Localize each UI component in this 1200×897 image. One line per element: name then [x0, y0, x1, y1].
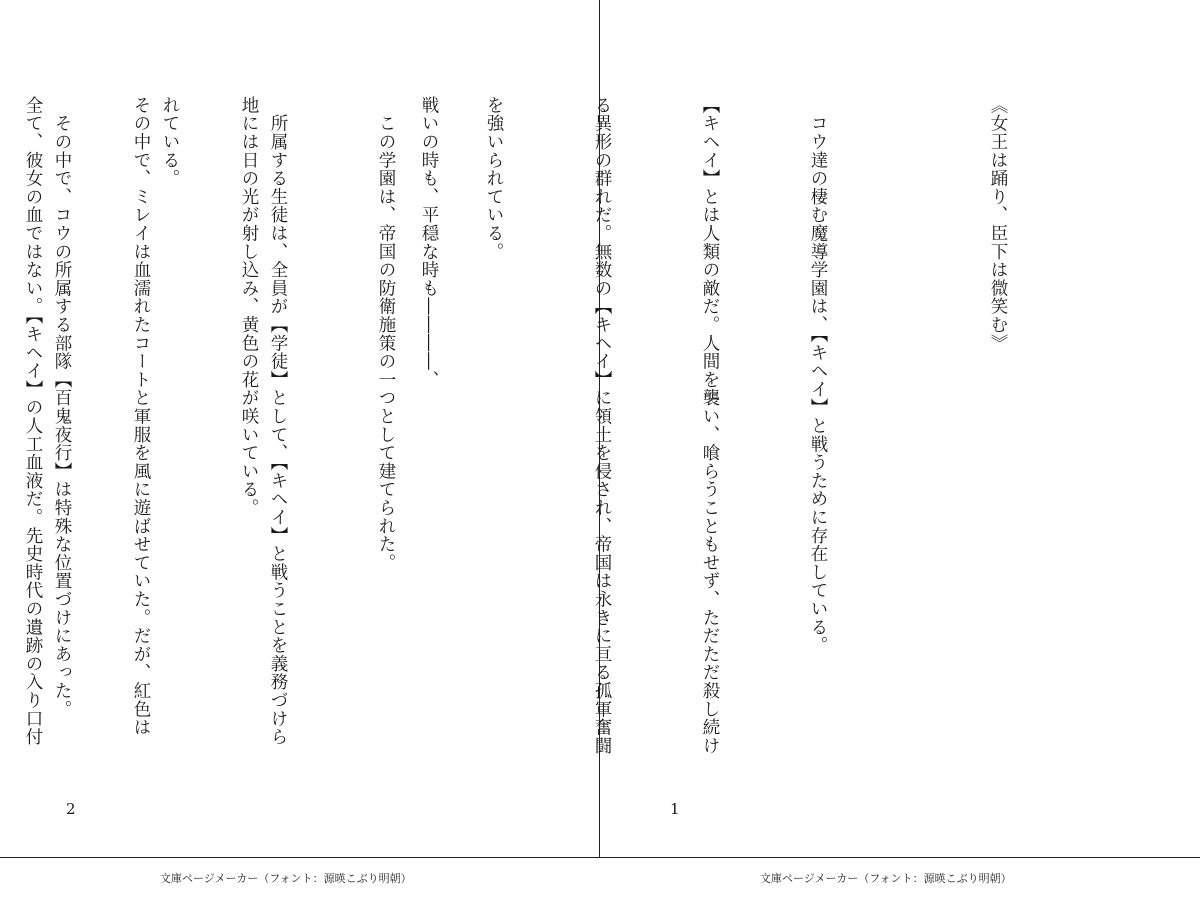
text-line: 全て、彼女の血ではない。【キヘイ】の人工血液だ。先史時代の遺跡の入り口付: [23, 96, 43, 747]
text-line: 地には日の光が射し込み、黄色の花が咲いている。: [239, 96, 259, 517]
text-line: 【キヘイ】とは人類の敵だ。人間を襲い、喰らうこともせず、ただただ殺し続け: [700, 96, 720, 755]
text-line: 所属する生徒は、全員が【学徒】として、【キヘイ】と戦うことを義務づけら: [268, 96, 288, 747]
page-right-text: [0, 96, 1088, 796]
text-line: 戦いの時も、平穏な時も――――、: [419, 96, 439, 389]
text-line: その中で、コウの所属する部隊【百鬼夜行】は特殊な位置づけにあった。: [52, 96, 72, 719]
chapter-title: 《女王は踊り、臣下は微笑む》: [988, 96, 1008, 353]
text-line: を強いられている。: [484, 96, 504, 261]
text-line: この学園は、帝国の防衛施策の一つとして建てられた。: [376, 96, 396, 572]
text-line: その中で、ミレイは血濡れたコートと軍服を風に遊ばせていた。だが、紅色は: [131, 96, 151, 737]
footer-caption-left: 文庫ページメーカー（フォント：源暎こぶり明朝）: [160, 872, 412, 885]
page-number: 1: [670, 800, 680, 818]
text-line: れている。: [160, 96, 180, 188]
footer-caption-right: 文庫ページメーカー（フォント：源暎こぶり明朝）: [760, 872, 1012, 885]
page-number: 2: [66, 800, 76, 818]
text-line: る異形の群れだ。無数の【キヘイ】に領土を侵され、帝国は永きに亘る孤軍奮闘: [592, 96, 612, 755]
text-line: コウ達の棲む魔導学園は、【キヘイ】と戦うために存在している。: [808, 96, 828, 655]
